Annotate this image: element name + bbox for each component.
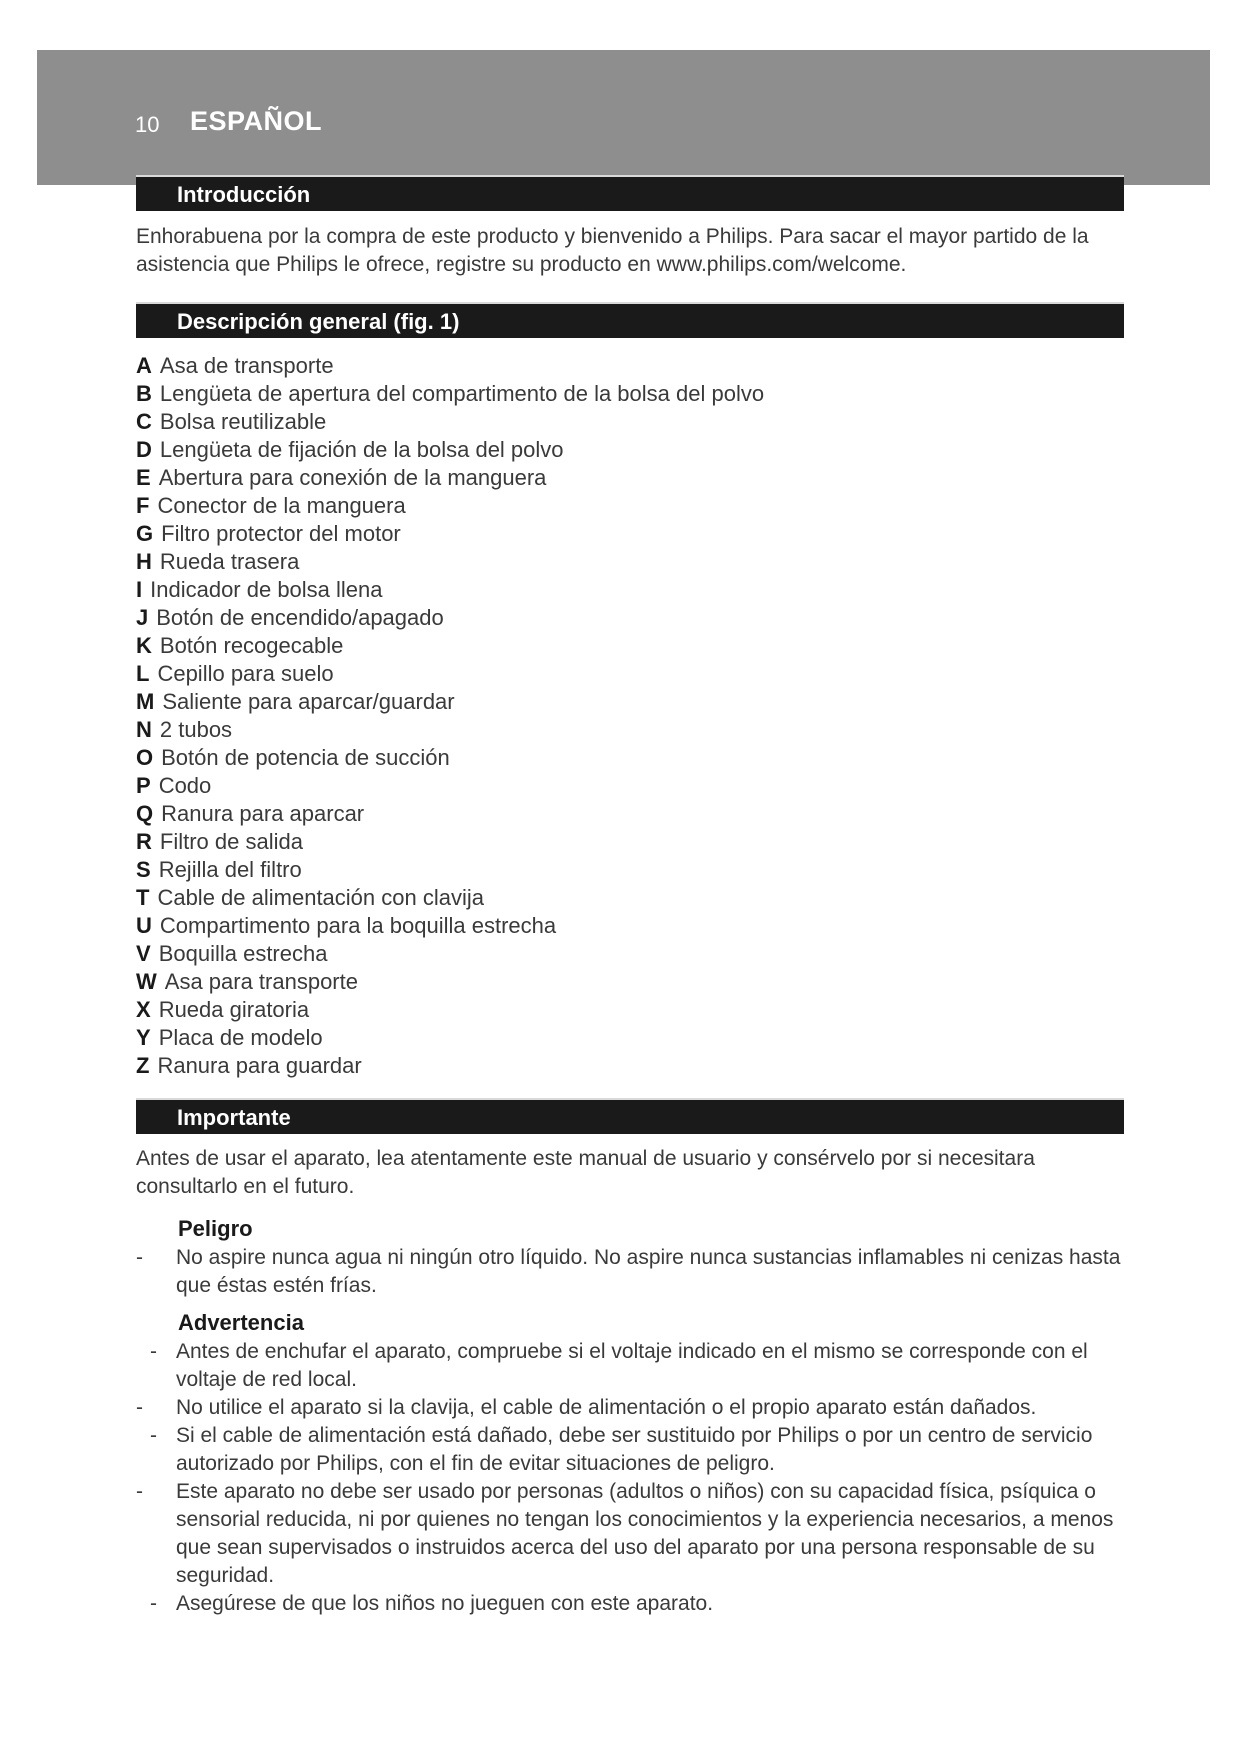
danger-heading: Peligro — [178, 1216, 253, 1241]
list-item: U Compartimento para la boquilla estrecha — [136, 913, 557, 938]
list-item: Z Ranura para guardar — [136, 1053, 362, 1078]
list-item: M Saliente para aparcar/guardar — [136, 689, 455, 714]
dash-marker: - — [150, 1340, 157, 1363]
list-item: G Filtro protector del motor — [136, 521, 401, 546]
list-item: F Conector de la manguera — [136, 493, 406, 518]
dash-marker: - — [150, 1592, 157, 1615]
warning-item: - Antes de enchufar el aparato, compruebe si el voltaje indicado en el mismo se corresponde con el voltaje de red local. — [150, 1340, 1088, 1391]
list-item: X Rueda giratoria — [136, 997, 310, 1022]
list-item: A Asa de transporte — [136, 353, 334, 378]
parts-list — [136, 352, 1036, 1080]
list-item: L Cepillo para suelo — [136, 661, 334, 686]
list-item: H Rueda trasera — [136, 549, 300, 574]
section-intro-header: Introducción — [136, 175, 1124, 211]
list-item: N 2 tubos — [136, 717, 233, 742]
warning-item: - Asegúrese de que los niños no jueguen con este aparato. — [136, 1590, 1126, 1618]
dash-marker: - — [150, 1424, 157, 1447]
list-item: B Lengüeta de apertura del compartimento de la bolsa del polvo — [136, 381, 765, 406]
danger-item: - No aspire nunca agua ni ningún otro líquido. No aspire nunca sustancias inflamables ni cenizas hasta que éstas estén frías. — [136, 1246, 1121, 1297]
dash-marker: - — [136, 1480, 143, 1503]
list-item: Q Ranura para aparcar — [136, 801, 365, 826]
list-item: V Boquilla estrecha — [136, 941, 328, 966]
warning-item: - Si el cable de alimentación está dañado, debe ser sustituido por Philips o por un centro de servicio autorizado por Philips, con el fin de evitar situaciones de peligro. — [150, 1424, 1093, 1475]
dash-marker: - — [136, 1246, 143, 1269]
list-item: W Asa para transporte — [136, 969, 358, 994]
list-item: R Filtro de salida — [136, 829, 303, 854]
warning-item: - Este aparato no debe ser usado por personas (adultos o niños) con su capacidad física, psíquica o sensorial reducida, ni por quienes no tengan los conocimientos y la experiencia necesarios, a menos que sean supervisados o instruidos acerca del uso del aparato por una persona responsable de su seguridad. — [136, 1480, 1114, 1587]
list-item: O Botón de potencia de succión — [136, 745, 450, 770]
list-item: K Botón recogecable — [136, 633, 344, 658]
important-text: Antes de usar el aparato, lea atentamente este manual de usuario y consérvelo por si necesitara consultarlo en el futuro. — [136, 1147, 1035, 1198]
list-item: J Botón de encendido/apagado — [136, 605, 444, 630]
language-title: ESPAÑOL — [190, 106, 323, 136]
list-item: T Cable de alimentación con clavija — [136, 885, 484, 910]
list-item: C Bolsa reutilizable — [136, 409, 327, 434]
list-item: Y Placa de modelo — [136, 1025, 323, 1050]
list-item: E Abertura para conexión de la manguera — [136, 465, 547, 490]
section-important-header: Importante — [136, 1098, 1124, 1134]
list-item: S Rejilla del filtro — [136, 857, 302, 882]
warning-item: - No utilice el aparato si la clavija, el cable de alimentación o el propio aparato están dañados. — [136, 1394, 1126, 1422]
list-item: P Codo — [136, 773, 212, 798]
page-number: 10 — [135, 112, 160, 137]
list-item: D Lengüeta de fijación de la bolsa del polvo — [136, 437, 564, 462]
intro-text: Enhorabuena por la compra de este producto y bienvenido a Philips. Para sacar el mayor partido de la asistencia que Philips le ofrece, registre su producto en www.philips.com/welcome. — [136, 225, 1089, 276]
list-item: I Indicador de bolsa llena — [136, 577, 383, 602]
section-overview-header: Descripción general (fig. 1) — [136, 302, 1124, 338]
warning-heading: Advertencia — [178, 1310, 304, 1335]
dash-marker: - — [136, 1396, 143, 1419]
